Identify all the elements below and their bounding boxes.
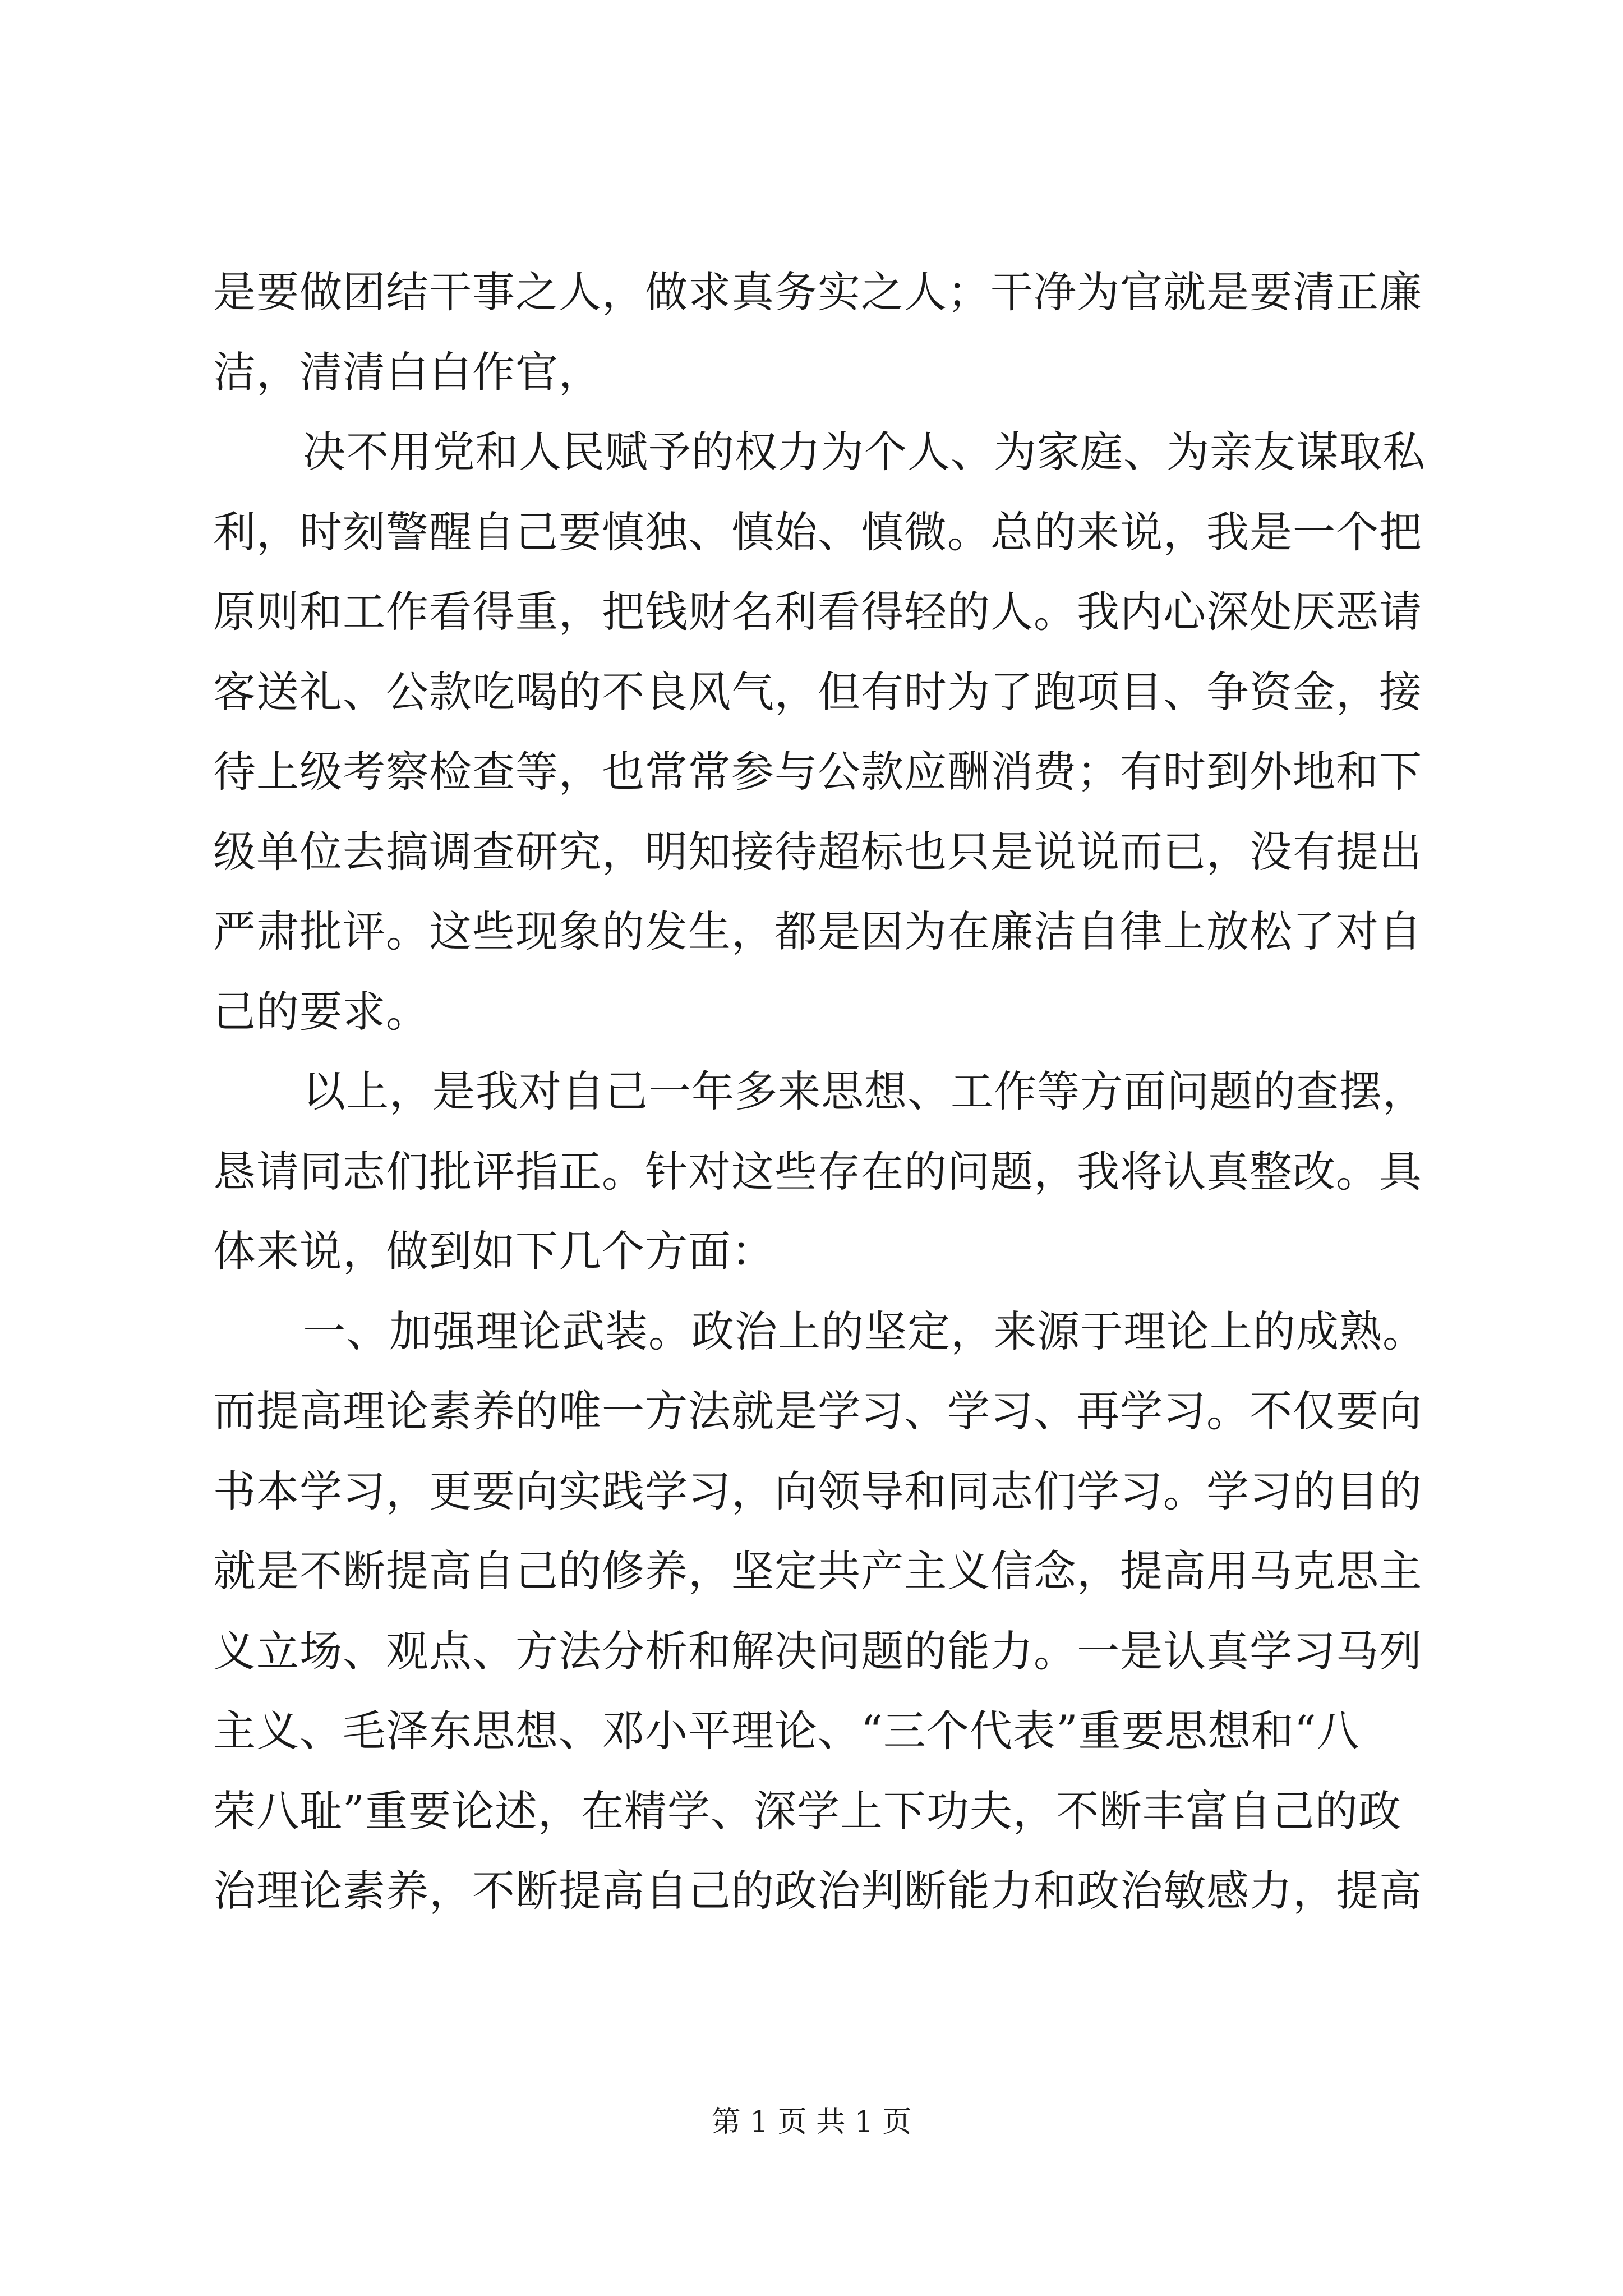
- text-line: 利，时刻警醒自己要慎独、慎始、慎微。总的来说，我是一个把: [213, 507, 1422, 557]
- text-line: 荣八耻”重要论述，在精学、深学上下功夫，不断丰富自己的政: [213, 1786, 1401, 1836]
- text-line: 客送礼、公款吃喝的不良风气，但有时为了跑项目、争资金，接: [213, 666, 1422, 717]
- text-line: 就是不断提高自己的修养，坚定共产主义信念，提高用马克思主: [213, 1546, 1422, 1596]
- text-line: 恳请同志们批评指正。针对这些存在的问题，我将认真整改。具: [213, 1146, 1422, 1197]
- paragraph-start-line: 以上，是我对自己一年多来思想、工作等方面问题的查摆，: [303, 1066, 1426, 1116]
- text-line: 级单位去搞调查研究，明知接待超标也只是说说而已，没有提出: [213, 826, 1422, 877]
- text-line: 体来说，做到如下几个方面：: [213, 1226, 774, 1276]
- text-line: 原则和工作看得重，把钱财名利看得轻的人。我内心深处厌恶请: [213, 587, 1422, 637]
- text-line: 义立场、观点、方法分析和解决问题的能力。一是认真学习马列: [213, 1626, 1422, 1676]
- paragraph-start-line: 一、加强理论武装。政治上的坚定，来源于理论上的成熟。: [303, 1306, 1426, 1356]
- text-line: 是要做团结干事之人，做求真务实之人；干净为官就是要清正廉: [213, 267, 1422, 317]
- text-line: 治理论素养，不断提高自己的政治判断能力和政治敏感力，提高: [213, 1866, 1422, 1916]
- page-number-label: 第 1 页 共 1 页: [711, 2105, 912, 2139]
- text-line: 而提高理论素养的唯一方法就是学习、学习、再学习。不仅要向: [213, 1386, 1422, 1436]
- page-footer: [0, 2098, 1623, 2140]
- text-line: 书本学习，更要向实践学习，向领导和同志们学习。学习的目的: [213, 1466, 1422, 1516]
- text-line: 严肃批评。这些现象的发生，都是因为在廉洁自律上放松了对自: [213, 907, 1422, 956]
- text-line: 待上级考察检查等，也常常参与公款应酬消费；有时到外地和下: [213, 747, 1422, 797]
- text-line: 主义、毛泽东思想、邓小平理论、“三个代表”重要思想和“八: [213, 1706, 1360, 1756]
- document-body: [213, 252, 1426, 1931]
- paragraph-start-line: 决不用党和人民赋予的权力为个人、为家庭、为亲友谋取私: [303, 427, 1426, 477]
- text-line: 己的要求。: [213, 986, 429, 1037]
- text-line: 洁，清清白白作官，: [213, 347, 602, 397]
